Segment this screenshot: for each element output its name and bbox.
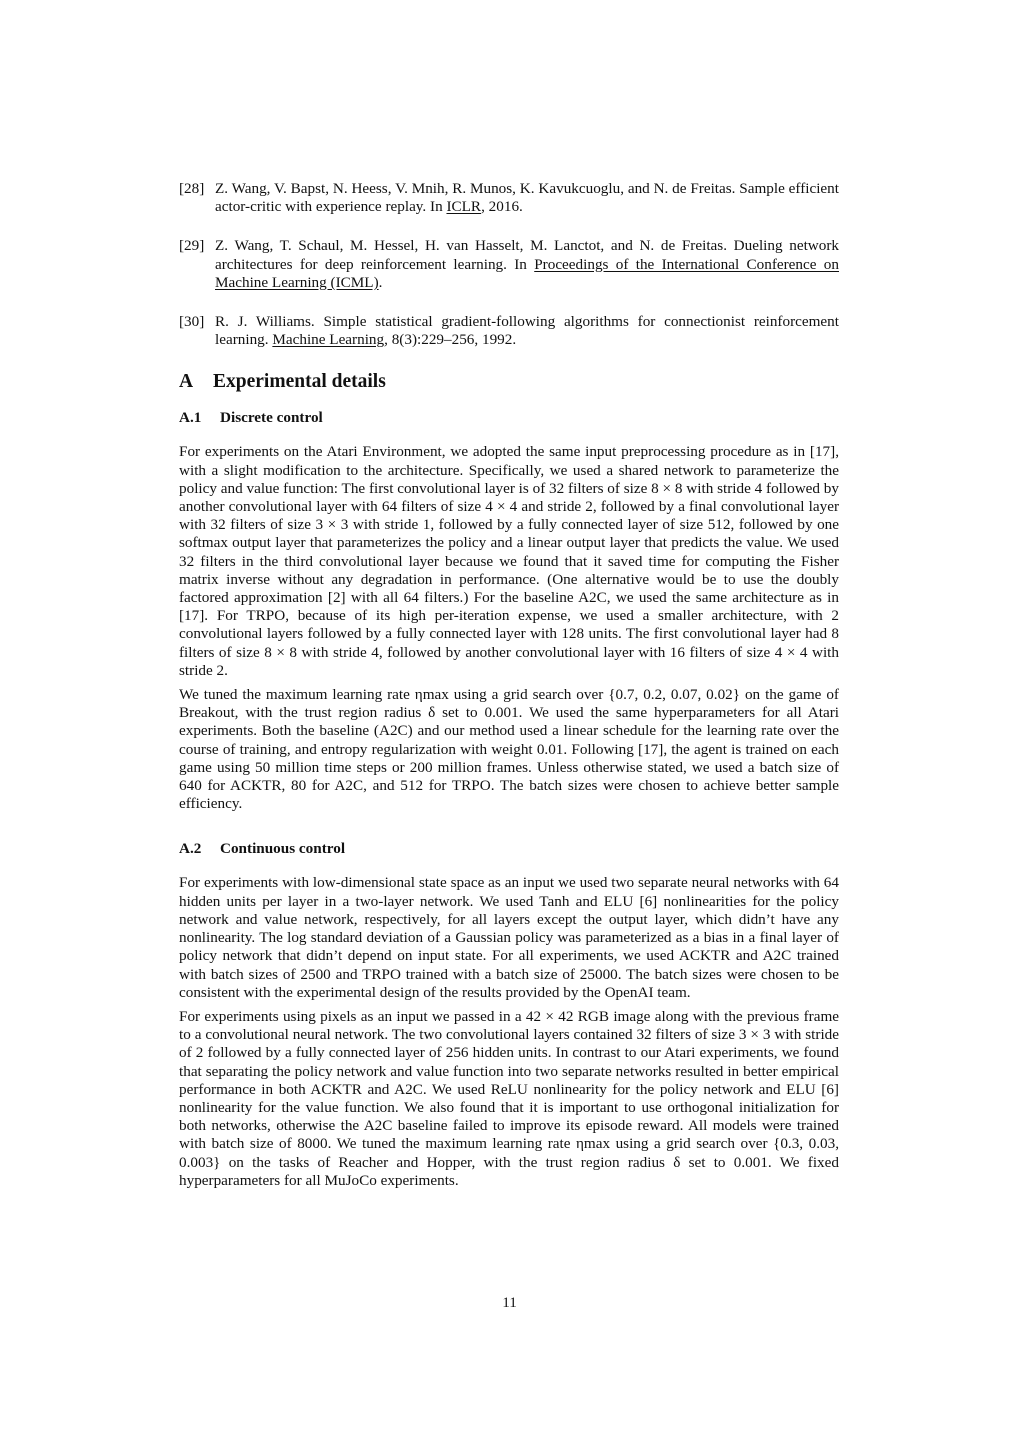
reference-text	[215, 237, 839, 292]
reference-number: [30]	[179, 313, 205, 331]
paragraph-a2-2: For experiments using pixels as an input we passed in a 42 × 42 RGB image along with the previous frame to a convolutional neural network. The two convolutional layers contained 32 filters of size 3 × 3 with stride of 2 followed by a fully connected layer of 256 hidden units. In contrast to our Atari experiments, we found that separating the policy network and value function into two separate networks resulted in better empirical performance in both ACKTR and A2C. We used ReLU nonlinearity for the policy network and ELU [6] nonlinearity for the value function. We also found that it is important to use orthogonal initialization for both networks, otherwise the A2C baseline failed to improve its episode reward. All models were trained with batch size of 8000. We tuned the maximum learning rate ηmax using a grid search over {0.3, 0.03, 0.003} on the tasks of Reacher and Hopper, with the trust region radius δ set to 0.001. We fixed hyperparameters for all MuJoCo experiments.	[179, 1007, 839, 1189]
subsection-heading-a2	[179, 839, 839, 859]
subsection-number: A.2	[179, 840, 202, 858]
paragraph-a1-1: For experiments on the Atari Environment, we adopted the same input preprocessing procedure as in [17], with a slight modification to the architecture. Specifically, we used a shared network to parameterize the policy and value function: The first convolutional layer is of 32 filters of size 8 × 8 with stride 4 followed by another convolutional layer with 64 filters of size 4 × 4 and stride 2, followed by a final convolutional layer with 32 filters of size 3 × 3 with stride 1, followed by a fully connected layer of size 512, followed by one softmax output layer that parameterizes the policy and a linear output layer that predicts the value. We used 32 filters in the third convolutional layer because we found that it saved time for computing the Fisher matrix inverse without any degradation in performance. (One alternative would be to use the doubly factored approximation [2] with all 64 filters.) For the baseline A2C, we used the same architecture as in [17]. For TRPO, because of its high per-iteration expense, we used a smaller architecture, with 2 convolutional layers followed by a fully connected layer with 128 units. The first convolutional layer had 8 filters of size 8 × 8 with stride 4, followed by another convolutional layer with 16 filters of size 4 × 4 with stride 2.	[179, 443, 839, 679]
reference-venue-link[interactable]: Proceedings of the International Conference on Machine Learning (ICML)	[215, 255, 839, 291]
subsection-title: Continuous control	[220, 840, 346, 858]
reference-number: [29]	[179, 237, 205, 255]
section-title: Experimental details	[213, 371, 386, 393]
reference-tail: , 2016.	[481, 198, 523, 216]
subsection-title: Discrete control	[220, 409, 323, 427]
reference-text	[215, 313, 839, 349]
reference-citation: Z. Wang, T. Schaul, M. Hessel, H. van Hasselt, M. Lanctot, and N. de Freitas. Dueling network architectures for deep reinforcement learning. In	[215, 237, 839, 273]
page-number: 11	[502, 1294, 517, 1311]
reference-venue-link[interactable]: ICLR	[446, 198, 482, 216]
page-content	[179, 180, 839, 1190]
subsection-heading-a1	[179, 408, 839, 428]
section-heading	[179, 370, 839, 394]
reference-text	[215, 180, 839, 216]
reference-venue-link[interactable]: Machine Learning	[272, 331, 385, 349]
section-number: A	[179, 371, 194, 393]
reference-tail: , 8(3):229–256, 1992.	[384, 331, 517, 349]
reference-29	[179, 237, 839, 292]
reference-tail: .	[378, 273, 383, 291]
paragraph-a2-1: For experiments with low-dimensional state space as an input we used two separate neural networks with 64 hidden units per layer in a two-layer network. We used Tanh and ELU [6] nonlinearities for the policy network and value network, respectively, for all layers except the output layer, which didn’t have any nonlinearity. The log standard deviation of a Gaussian policy was parameterized as a bias in a final layer of policy network that didn’t depend on input state. For all experiments, we used ACKTR and A2C trained with batch sizes of 2500 and TRPO trained with a batch size of 25000. The batch sizes were chosen to be consistent with the experimental design of the results provided by the OpenAI team.	[179, 874, 839, 1001]
subsection-number: A.1	[179, 409, 202, 427]
paragraph-a1-2: We tuned the maximum learning rate ηmax using a grid search over {0.7, 0.2, 0.07, 0.02} on the game of Breakout, with the trust region radius δ set to 0.001. We used the same hyperparameters for all Atari experiments. Both the baseline (A2C) and our method used a linear schedule for the learning rate over the course of training, and entropy regularization with weight 0.01. Following [17], the agent is trained on each game using 50 million time steps or 200 million frames. Unless otherwise stated, we used a batch size of 640 for ACKTR, 80 for A2C, and 512 for TRPO. The batch sizes were chosen to achieve better sample efficiency.	[179, 686, 839, 813]
reference-28	[179, 180, 839, 216]
reference-citation: Z. Wang, V. Bapst, N. Heess, V. Mnih, R. Munos, K. Kavukcuoglu, and N. de Freitas. Sample efficient actor-critic with experience replay. In	[215, 180, 839, 216]
reference-number: [28]	[179, 180, 205, 197]
reference-citation: R. J. Williams. Simple statistical gradient-following algorithms for connectionist reinforcement learning.	[215, 313, 839, 349]
reference-30	[179, 313, 839, 349]
